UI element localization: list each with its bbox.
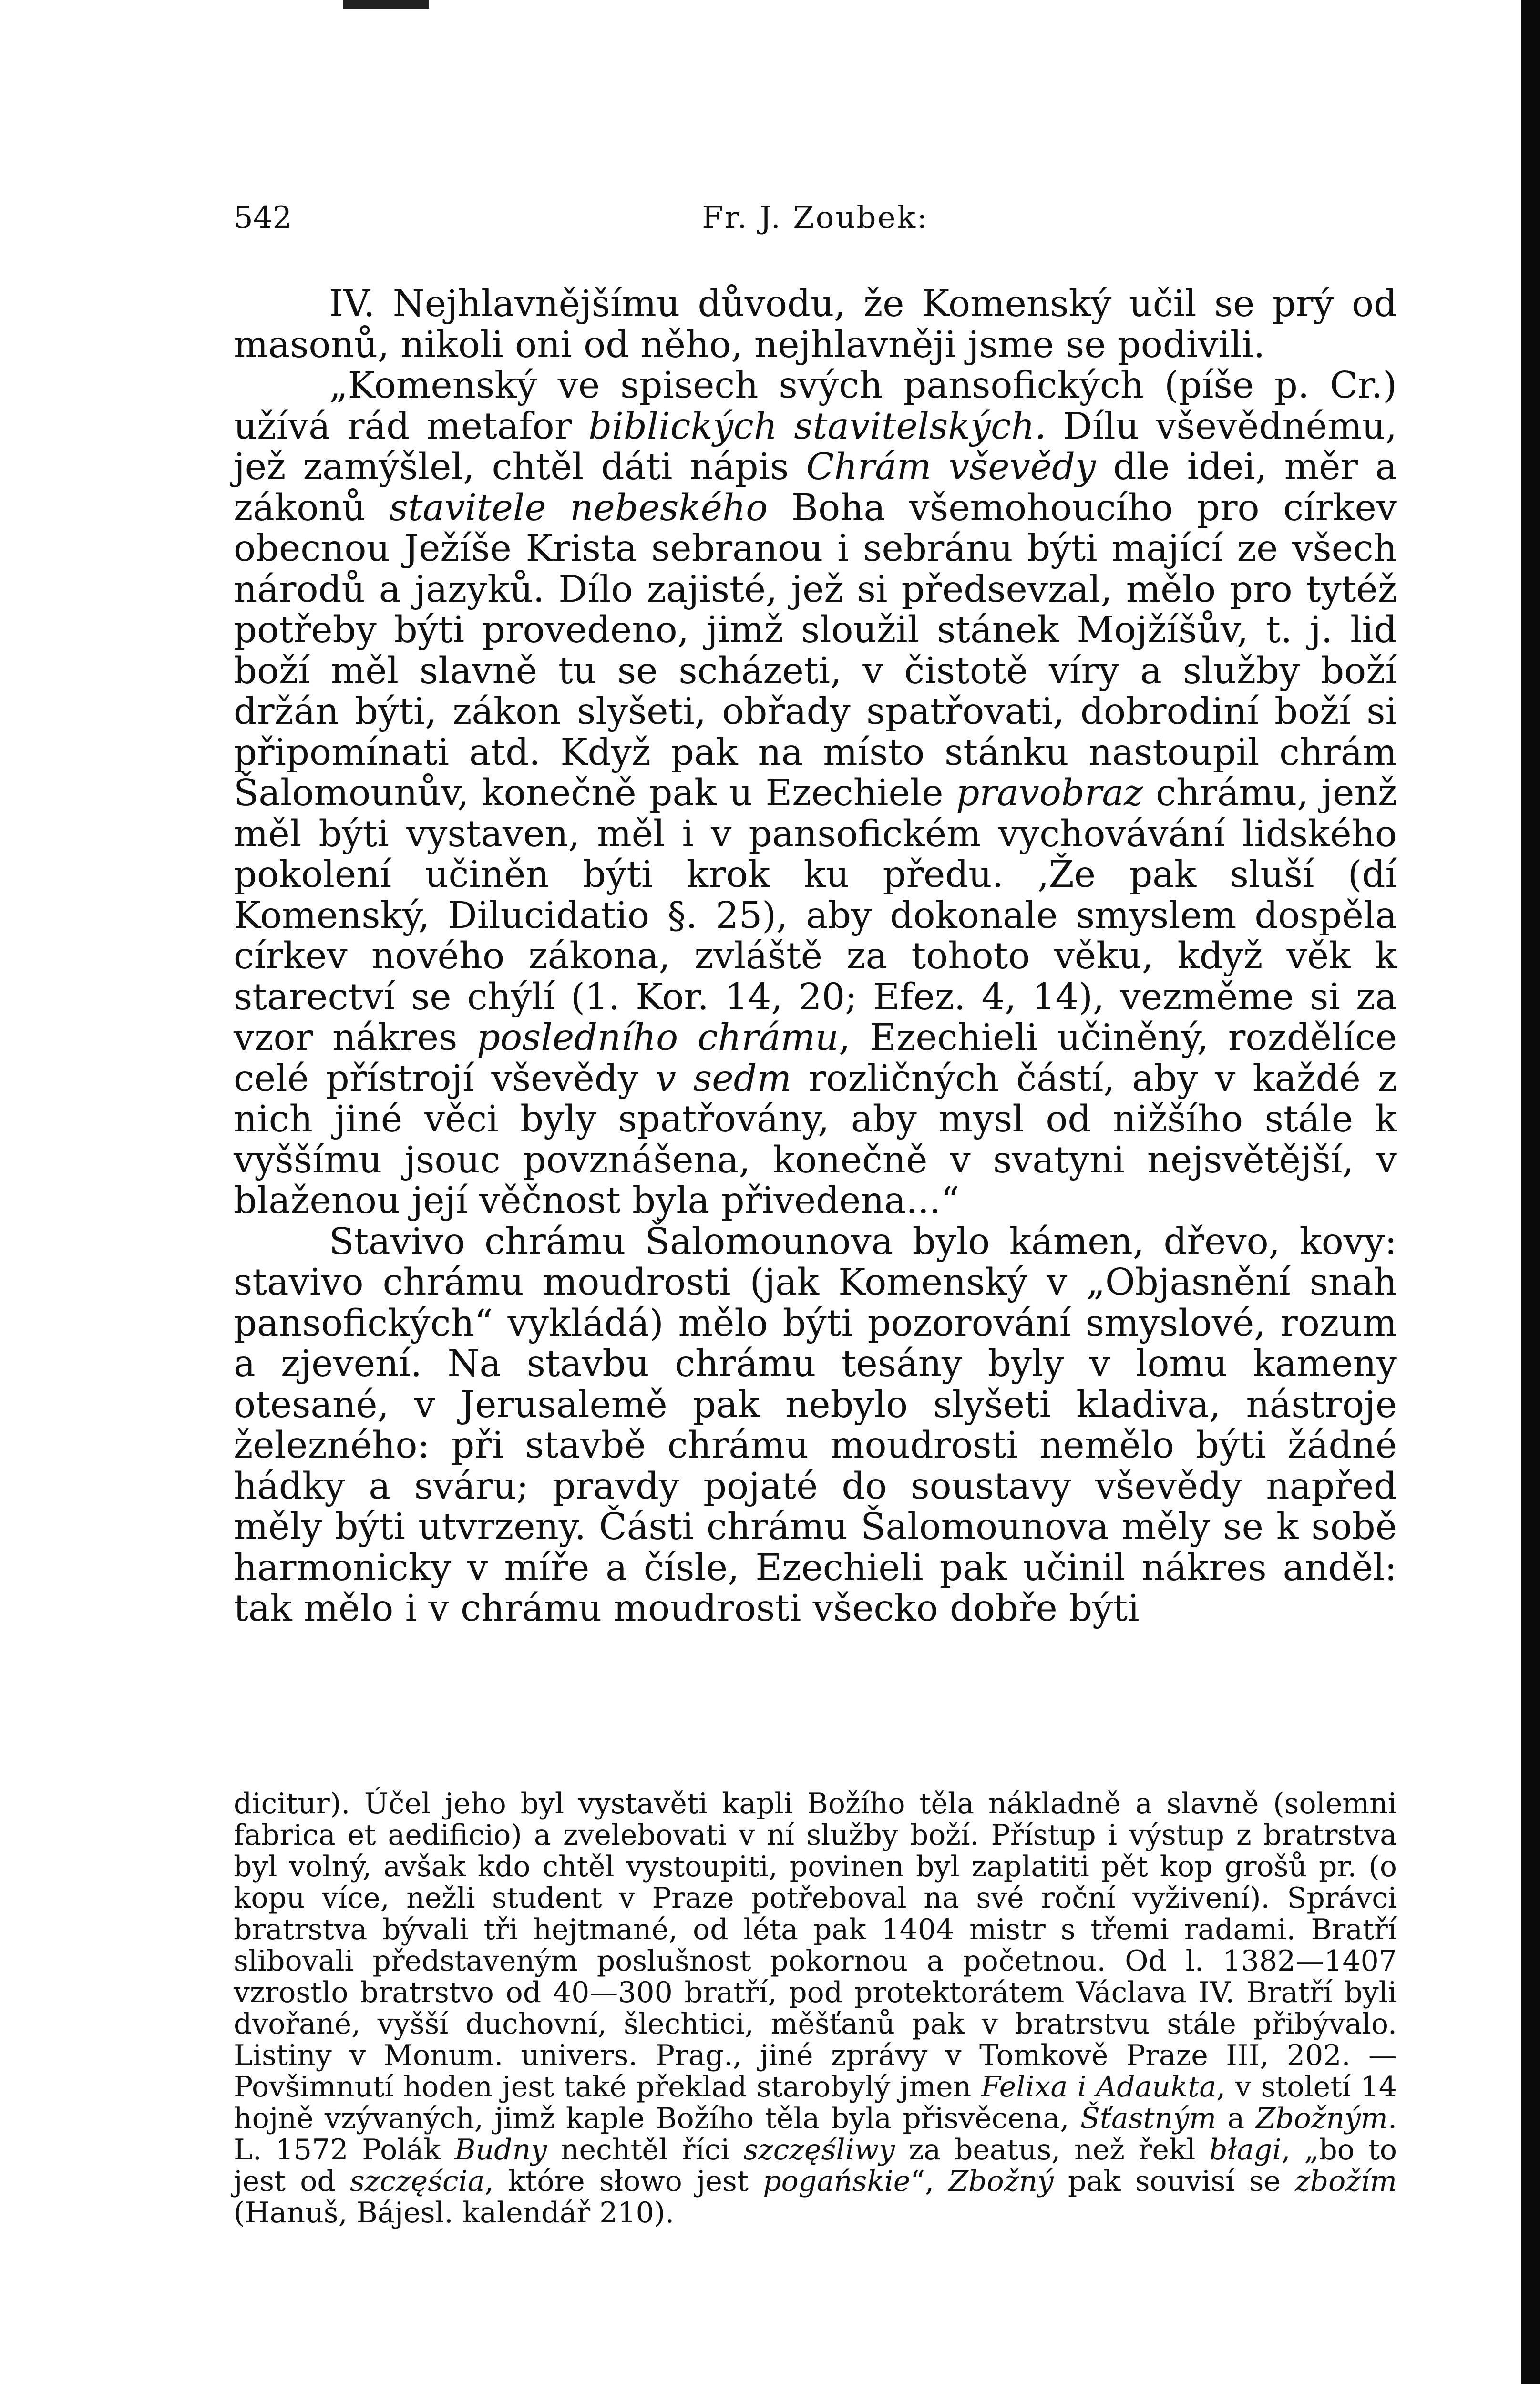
emphasis: Zbožný xyxy=(948,2165,1054,2198)
text-run: chrámu, jenž měl býti vystaven, měl i v pansofickém vychovávání lidského pokolení učiněn býti krok ku předu. ‚Že pak sluší (dí Komenský, Dilucidatio §. 25), aby dokonale smyslem dospěla církev nového zákona, zvláště za tohoto věku, když věk k starectví se chýlí (1. Kor. 14, 20; Efez. 4, 14), vezměme si za vzor nákres xyxy=(234,772,1397,1059)
running-title: Fr. J. Zoubek: xyxy=(702,200,929,236)
emphasis: pravobraz xyxy=(956,772,1143,814)
paragraph-1: IV. Nejhlavnějšímu důvodu, že Komenský učil se prý od masonů, nikoli oni od něho, nejhlavněji jsme se podivili. xyxy=(234,283,1397,366)
text-run: L. 1572 Polák xyxy=(234,2133,455,2167)
emphasis: Budny xyxy=(454,2133,547,2167)
text-run: „Komenský ve spisech svých pansofických (píše p. Cr.) užívá rád metafor xyxy=(234,364,1397,448)
text-run: , v století 14 hojně vzývaných, jimž kaple Božího těla byla přisvěcena, xyxy=(234,2070,1397,2135)
text-run: Boha všemohoucího pro církev obecnou Ježíše Krista sebranou i sebránu býti mající ze všech národů a jazyků. Dílo zajisté, jež si předsevzal, mělo pro tytéž potřeby býti provedeno, jimž sloužil stánek Mojžíšův, t. j. lid boží měl slavně tu se scházeti, v čistotě víry a služby boží držán býti, zákon slyšeti, obřady spatřovati, dobrodiní boží si připomínati atd. Když pak na místo stánku nastoupil chrám Šalomounův, konečně pak u Ezechiele xyxy=(234,486,1397,814)
text-run: dicitur). Účel jeho byl vystavěti kapli Božího těla nákladně a slavně (solemni fabrica et aedificio) a zvelebovati v ní služby boží. Přístup i výstup z bratrstva byl volný, avšak kdo chtěl vystoupiti, povinen byl zaplatiti pět kop grošů pr. (o kopu více, nežli student v Praze potřeboval na své roční vyživení). Správci bratrstva bývali tři hejtmané, od léta pak 1404 mistr s třemi radami. Bratří slibovali představeným poslušnost pokornou a početnou. Od l. 1382—1407 vzrostlo bratrstvo od 40—300 bratří, pod protektorátem Václava IV. Bratří byli dvořané, vyšší duchovní, šlechtici, měšťanů pak v bratrstvu stále přibývalo. Listiny v Monum. univers. Prag., jiné zprávy v Tomkově Praze III, 202. — Povšimnutí hoden jest také překlad starobylý jmen xyxy=(234,1787,1397,2104)
emphasis: szczęśliwy xyxy=(743,2133,895,2167)
text-run: a xyxy=(1216,2102,1256,2135)
text-run: , „bo to jest od xyxy=(234,2133,1397,2198)
text-run: pak souvisí se xyxy=(1053,2165,1295,2198)
emphasis: biblických stavitelských. xyxy=(588,405,1047,448)
text-run: (Hanuš, Bájesl. kalendář 210). xyxy=(234,2196,675,2230)
paragraph-3: Stavivo chrámu Šalomounova bylo kámen, dřevo, kovy: stavivo chrámu moudrosti (jak Komenský v „Objasnění snah pansofických“ vykládá) mělo býti pozorování smyslové, rozum a zjevení. Na stavbu chrámu tesány byly v lomu kameny otesané, v Jerusalemě pak nebylo slyšeti kladiva, nástroje železného: při stavbě chrámu moudrosti nemělo býti žádné hádky a sváru; pravdy pojaté do soustavy vševědy napřed měly býti utvrzeny. Části chrámu Šalomounova měly se k sobě harmonicky v míře a čísle, Ezechieli pak učinil nákres anděl: tak mělo i v chrámu moudrosti všecko dobře býti xyxy=(234,1220,1397,1630)
page-header xyxy=(234,191,1397,243)
text-run: Dílu vševědnému, jež zamýšlel, chtěl dáti nápis xyxy=(234,405,1397,488)
text-run: nechtěl říci xyxy=(547,2133,744,2167)
text-run: , Ezechieli učiněný, rozdělíce celé přístrojí vševědy xyxy=(234,1017,1397,1100)
text-run: dle idei, měr a zákonů xyxy=(234,446,1397,529)
footnote xyxy=(234,1788,1397,2229)
page-number: 542 xyxy=(234,200,292,236)
scan-border-right xyxy=(1521,0,1540,2384)
footnote-text xyxy=(234,1788,1397,2229)
emphasis: v sedm xyxy=(655,1057,792,1100)
emphasis: Zbožným. xyxy=(1255,2102,1397,2135)
emphasis: Chrám vševědy xyxy=(806,446,1096,488)
emphasis: szczęścia xyxy=(350,2165,485,2198)
text-run: za beatus, než řekl xyxy=(894,2133,1210,2167)
emphasis: stavitele nebeského xyxy=(389,486,768,529)
text-run: , które słowo jest xyxy=(484,2165,763,2198)
emphasis: Šťastným xyxy=(1080,2102,1217,2135)
main-text xyxy=(234,284,1397,1629)
text-run: “, xyxy=(910,2165,949,2198)
emphasis: zbožím xyxy=(1295,2165,1397,2198)
emphasis: Felixa i Adaukta xyxy=(981,2070,1217,2104)
scan-mark-top xyxy=(343,0,429,9)
paragraph-2 xyxy=(234,365,1397,1222)
emphasis: pogańskie xyxy=(763,2165,911,2198)
emphasis: błagi xyxy=(1209,2133,1282,2167)
emphasis: posledního chrámu xyxy=(477,1017,839,1059)
text-run: rozličných částí, aby v každé z nich jiné věci byly spatřovány, aby mysl od nižšího stále k vyššímu jsouc povznášena, konečně v svatyni nejsvětější, v blaženou její věčnost byla přivedena...“ xyxy=(234,1057,1397,1222)
